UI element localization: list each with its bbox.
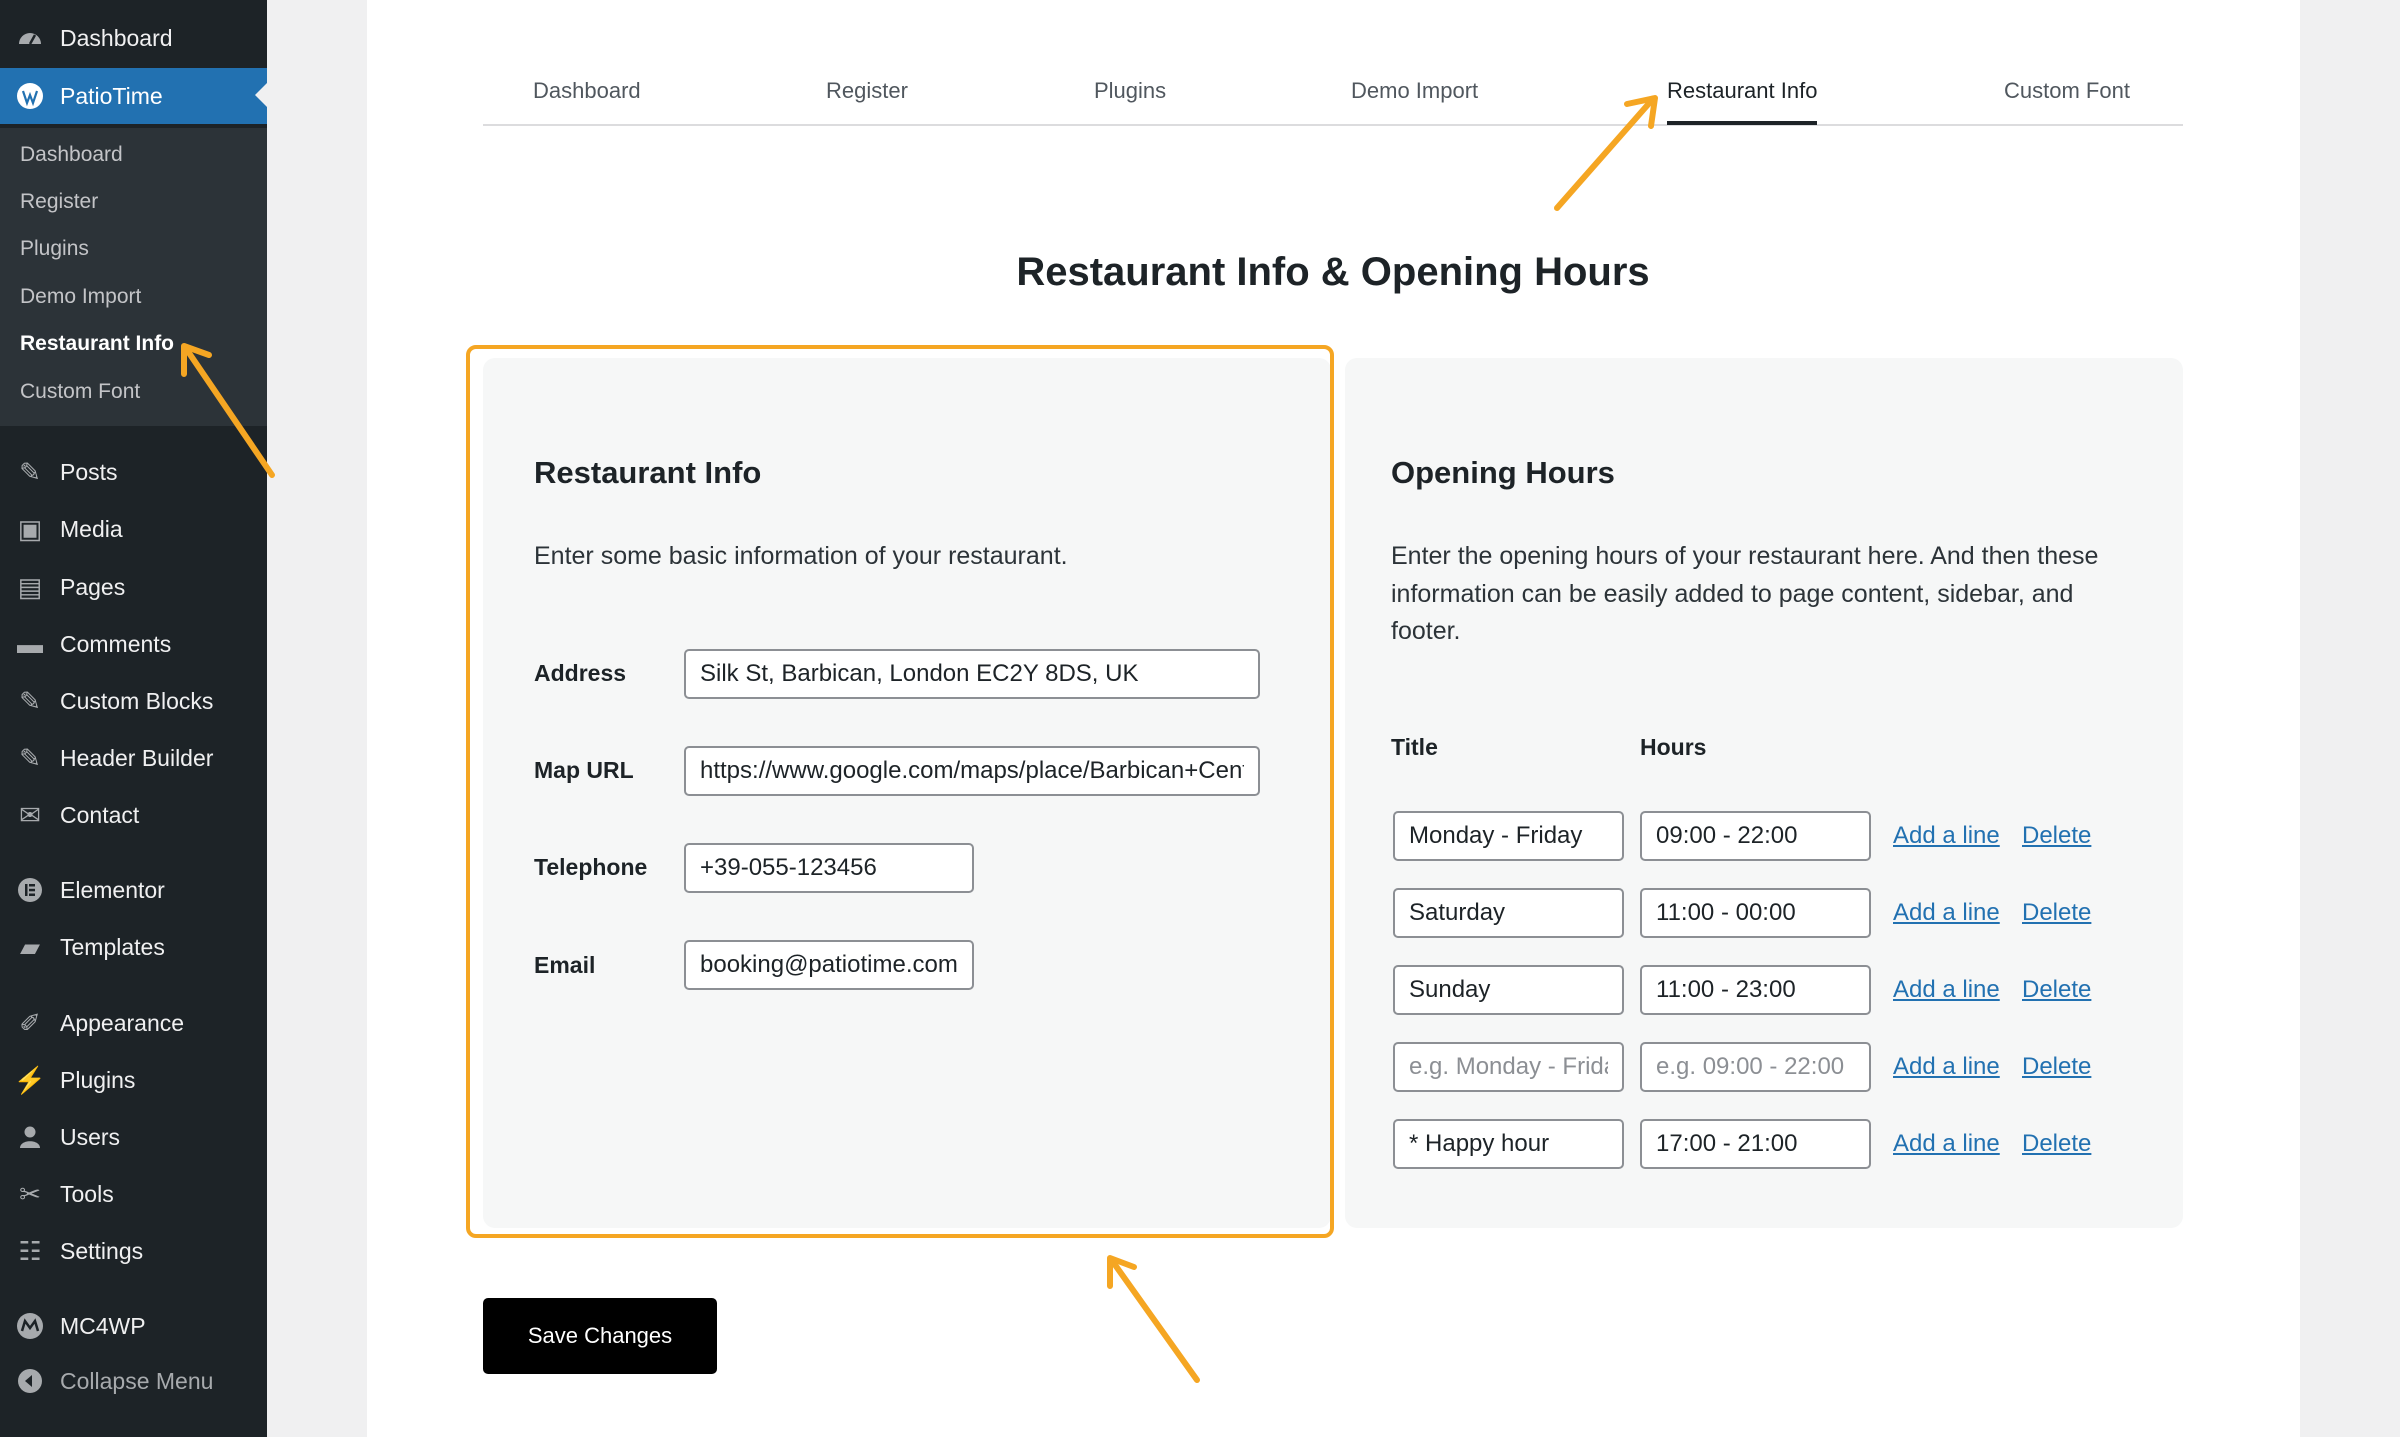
comments-icon: ▬ — [17, 629, 43, 659]
opening-hours-description-line-2: information can be easily added to page content, sidebar, and — [1391, 580, 2074, 608]
sidebar-item-mc4wp[interactable] — [0, 1300, 267, 1352]
hours-row-hours-input[interactable] — [1640, 1042, 1871, 1092]
mail-icon: ✉ — [19, 800, 41, 830]
column-header-title: Title — [1391, 734, 1438, 760]
dashboard-icon — [14, 22, 46, 54]
tab-register[interactable]: Register — [826, 78, 908, 103]
opening-hours-title: Opening Hours — [1391, 455, 1615, 490]
hours-row-hours-input[interactable] — [1640, 888, 1871, 938]
column-header-hours: Hours — [1640, 734, 1707, 760]
opening-hours-description-line-1: Enter the opening hours of your restaurant here. And then these — [1391, 542, 2099, 570]
restaurant-info-card — [483, 358, 1331, 1228]
submenu-item-register[interactable]: Register — [20, 190, 99, 213]
tab-restaurant-info[interactable]: Restaurant Info — [1667, 78, 1818, 103]
add-line-link[interactable]: Add a line — [1893, 822, 2000, 849]
sidebar-item-label: Users — [60, 1123, 121, 1150]
map-url-label: Map URL — [534, 757, 634, 783]
plug-icon: ⚡ — [13, 1065, 47, 1095]
opening-hours-card — [1345, 358, 2183, 1228]
tab-plugins[interactable]: Plugins — [1094, 78, 1167, 103]
sidebar-item-elementor[interactable] — [0, 864, 267, 916]
sidebar-item-label: Dashboard — [60, 24, 173, 51]
hours-row-title-input[interactable] — [1393, 1042, 1624, 1092]
pin-icon: ✎ — [19, 743, 41, 773]
sidebar-item-media[interactable] — [0, 503, 267, 555]
sidebar-item-appearance[interactable] — [0, 997, 267, 1049]
restaurant-info-title: Restaurant Info — [534, 455, 762, 490]
patiotime-submenu — [0, 128, 267, 426]
admin-sidebar — [0, 0, 267, 1437]
hours-row-title-input[interactable] — [1393, 965, 1624, 1015]
sidebar-item-label: Custom Blocks — [60, 687, 214, 714]
sidebar-item-tools[interactable] — [0, 1168, 267, 1220]
pin-icon: ✎ — [19, 457, 41, 487]
address-input[interactable] — [684, 649, 1260, 699]
sidebar-item-templates[interactable] — [0, 921, 267, 973]
delete-link[interactable]: Delete — [2022, 899, 2092, 926]
delete-link[interactable]: Delete — [2022, 822, 2092, 849]
user-icon — [14, 1121, 46, 1153]
sidebar-item-dashboard[interactable] — [0, 12, 267, 64]
hours-row-hours-input[interactable] — [1640, 1119, 1871, 1169]
sidebar-item-label: Appearance — [60, 1009, 185, 1036]
sidebar-item-contact[interactable] — [0, 789, 267, 841]
sidebar-item-label: PatioTime — [60, 82, 163, 109]
brush-icon: ✐ — [19, 1008, 41, 1038]
wrench-icon: ✂ — [19, 1179, 41, 1209]
sidebar-item-label: Pages — [60, 573, 126, 600]
sidebar-item-label: Collapse Menu — [60, 1367, 214, 1394]
restaurant-info-description: Enter some basic information of your restaurant. — [534, 542, 1068, 570]
hours-row-title-input[interactable] — [1393, 1119, 1624, 1169]
wordpress-icon — [14, 80, 46, 112]
submenu-item-custom-font[interactable]: Custom Font — [20, 380, 141, 403]
delete-link[interactable]: Delete — [2022, 976, 2092, 1003]
mc4wp-icon — [14, 1310, 46, 1342]
opening-hours-description-line-3: footer. — [1391, 617, 1461, 645]
collapse-icon — [14, 1365, 46, 1397]
add-line-link[interactable]: Add a line — [1893, 976, 2000, 1003]
add-line-link[interactable]: Add a line — [1893, 1053, 2000, 1080]
submenu-item-plugins[interactable]: Plugins — [20, 237, 89, 260]
sidebar-item-comments[interactable] — [0, 618, 267, 670]
media-icon: ▣ — [17, 514, 43, 544]
sidebar-item-patiotime[interactable] — [0, 68, 267, 124]
hours-row-title-input[interactable] — [1393, 888, 1624, 938]
sidebar-item-label: Elementor — [60, 876, 165, 903]
map-url-input[interactable] — [684, 746, 1260, 796]
elementor-icon — [14, 874, 46, 906]
submenu-item-demo-import[interactable]: Demo Import — [20, 285, 142, 308]
pages-icon: ▤ — [17, 572, 43, 602]
tab-demo-import[interactable]: Demo Import — [1351, 78, 1479, 103]
submenu-item-restaurant-info[interactable]: Restaurant Info — [20, 332, 175, 355]
sidebar-item-users[interactable] — [0, 1111, 267, 1163]
hours-row-hours-input[interactable] — [1640, 811, 1871, 861]
tab-dashboard[interactable]: Dashboard — [533, 78, 641, 103]
telephone-input[interactable] — [684, 843, 974, 893]
sliders-icon: ☷ — [18, 1236, 42, 1266]
save-changes-button[interactable]: Save Changes — [483, 1298, 717, 1374]
sidebar-item-label: Media — [60, 515, 123, 542]
email-label: Email — [534, 952, 596, 978]
sidebar-item-label: Comments — [60, 630, 172, 657]
sidebar-item-label: Templates — [60, 933, 165, 960]
address-label: Address — [534, 660, 627, 686]
sidebar-item-custom-blocks[interactable] — [0, 675, 267, 727]
sidebar-item-settings[interactable] — [0, 1225, 267, 1277]
add-line-link[interactable]: Add a line — [1893, 1130, 2000, 1157]
sidebar-item-posts[interactable] — [0, 446, 267, 498]
sidebar-item-label: Tools — [60, 1180, 114, 1207]
sidebar-item-label: Header Builder — [60, 744, 214, 771]
collapse-menu-button[interactable] — [0, 1355, 267, 1407]
pin-icon: ✎ — [19, 686, 41, 716]
hours-row-hours-input[interactable] — [1640, 965, 1871, 1015]
sidebar-item-label: Settings — [60, 1237, 144, 1264]
submenu-item-dashboard[interactable]: Dashboard — [20, 143, 123, 166]
page-title: Restaurant Info & Opening Hours — [1016, 250, 1650, 294]
hours-row-title-input[interactable] — [1393, 811, 1624, 861]
delete-link[interactable]: Delete — [2022, 1053, 2092, 1080]
sidebar-item-label: Posts — [60, 458, 118, 485]
sidebar-item-pages[interactable] — [0, 561, 267, 613]
folder-icon: ▰ — [20, 932, 40, 962]
add-line-link[interactable]: Add a line — [1893, 899, 2000, 926]
delete-link[interactable]: Delete — [2022, 1130, 2092, 1157]
telephone-label: Telephone — [534, 854, 648, 880]
sidebar-item-plugins[interactable] — [0, 1054, 267, 1106]
tab-custom-font[interactable]: Custom Font — [2004, 78, 2130, 103]
email-input[interactable] — [684, 940, 974, 990]
sidebar-item-label: MC4WP — [60, 1312, 146, 1339]
sidebar-item-label: Plugins — [60, 1066, 136, 1093]
sidebar-item-header-builder[interactable] — [0, 732, 267, 784]
settings-tabs — [483, 0, 2183, 126]
sidebar-item-label: Contact — [60, 801, 140, 828]
